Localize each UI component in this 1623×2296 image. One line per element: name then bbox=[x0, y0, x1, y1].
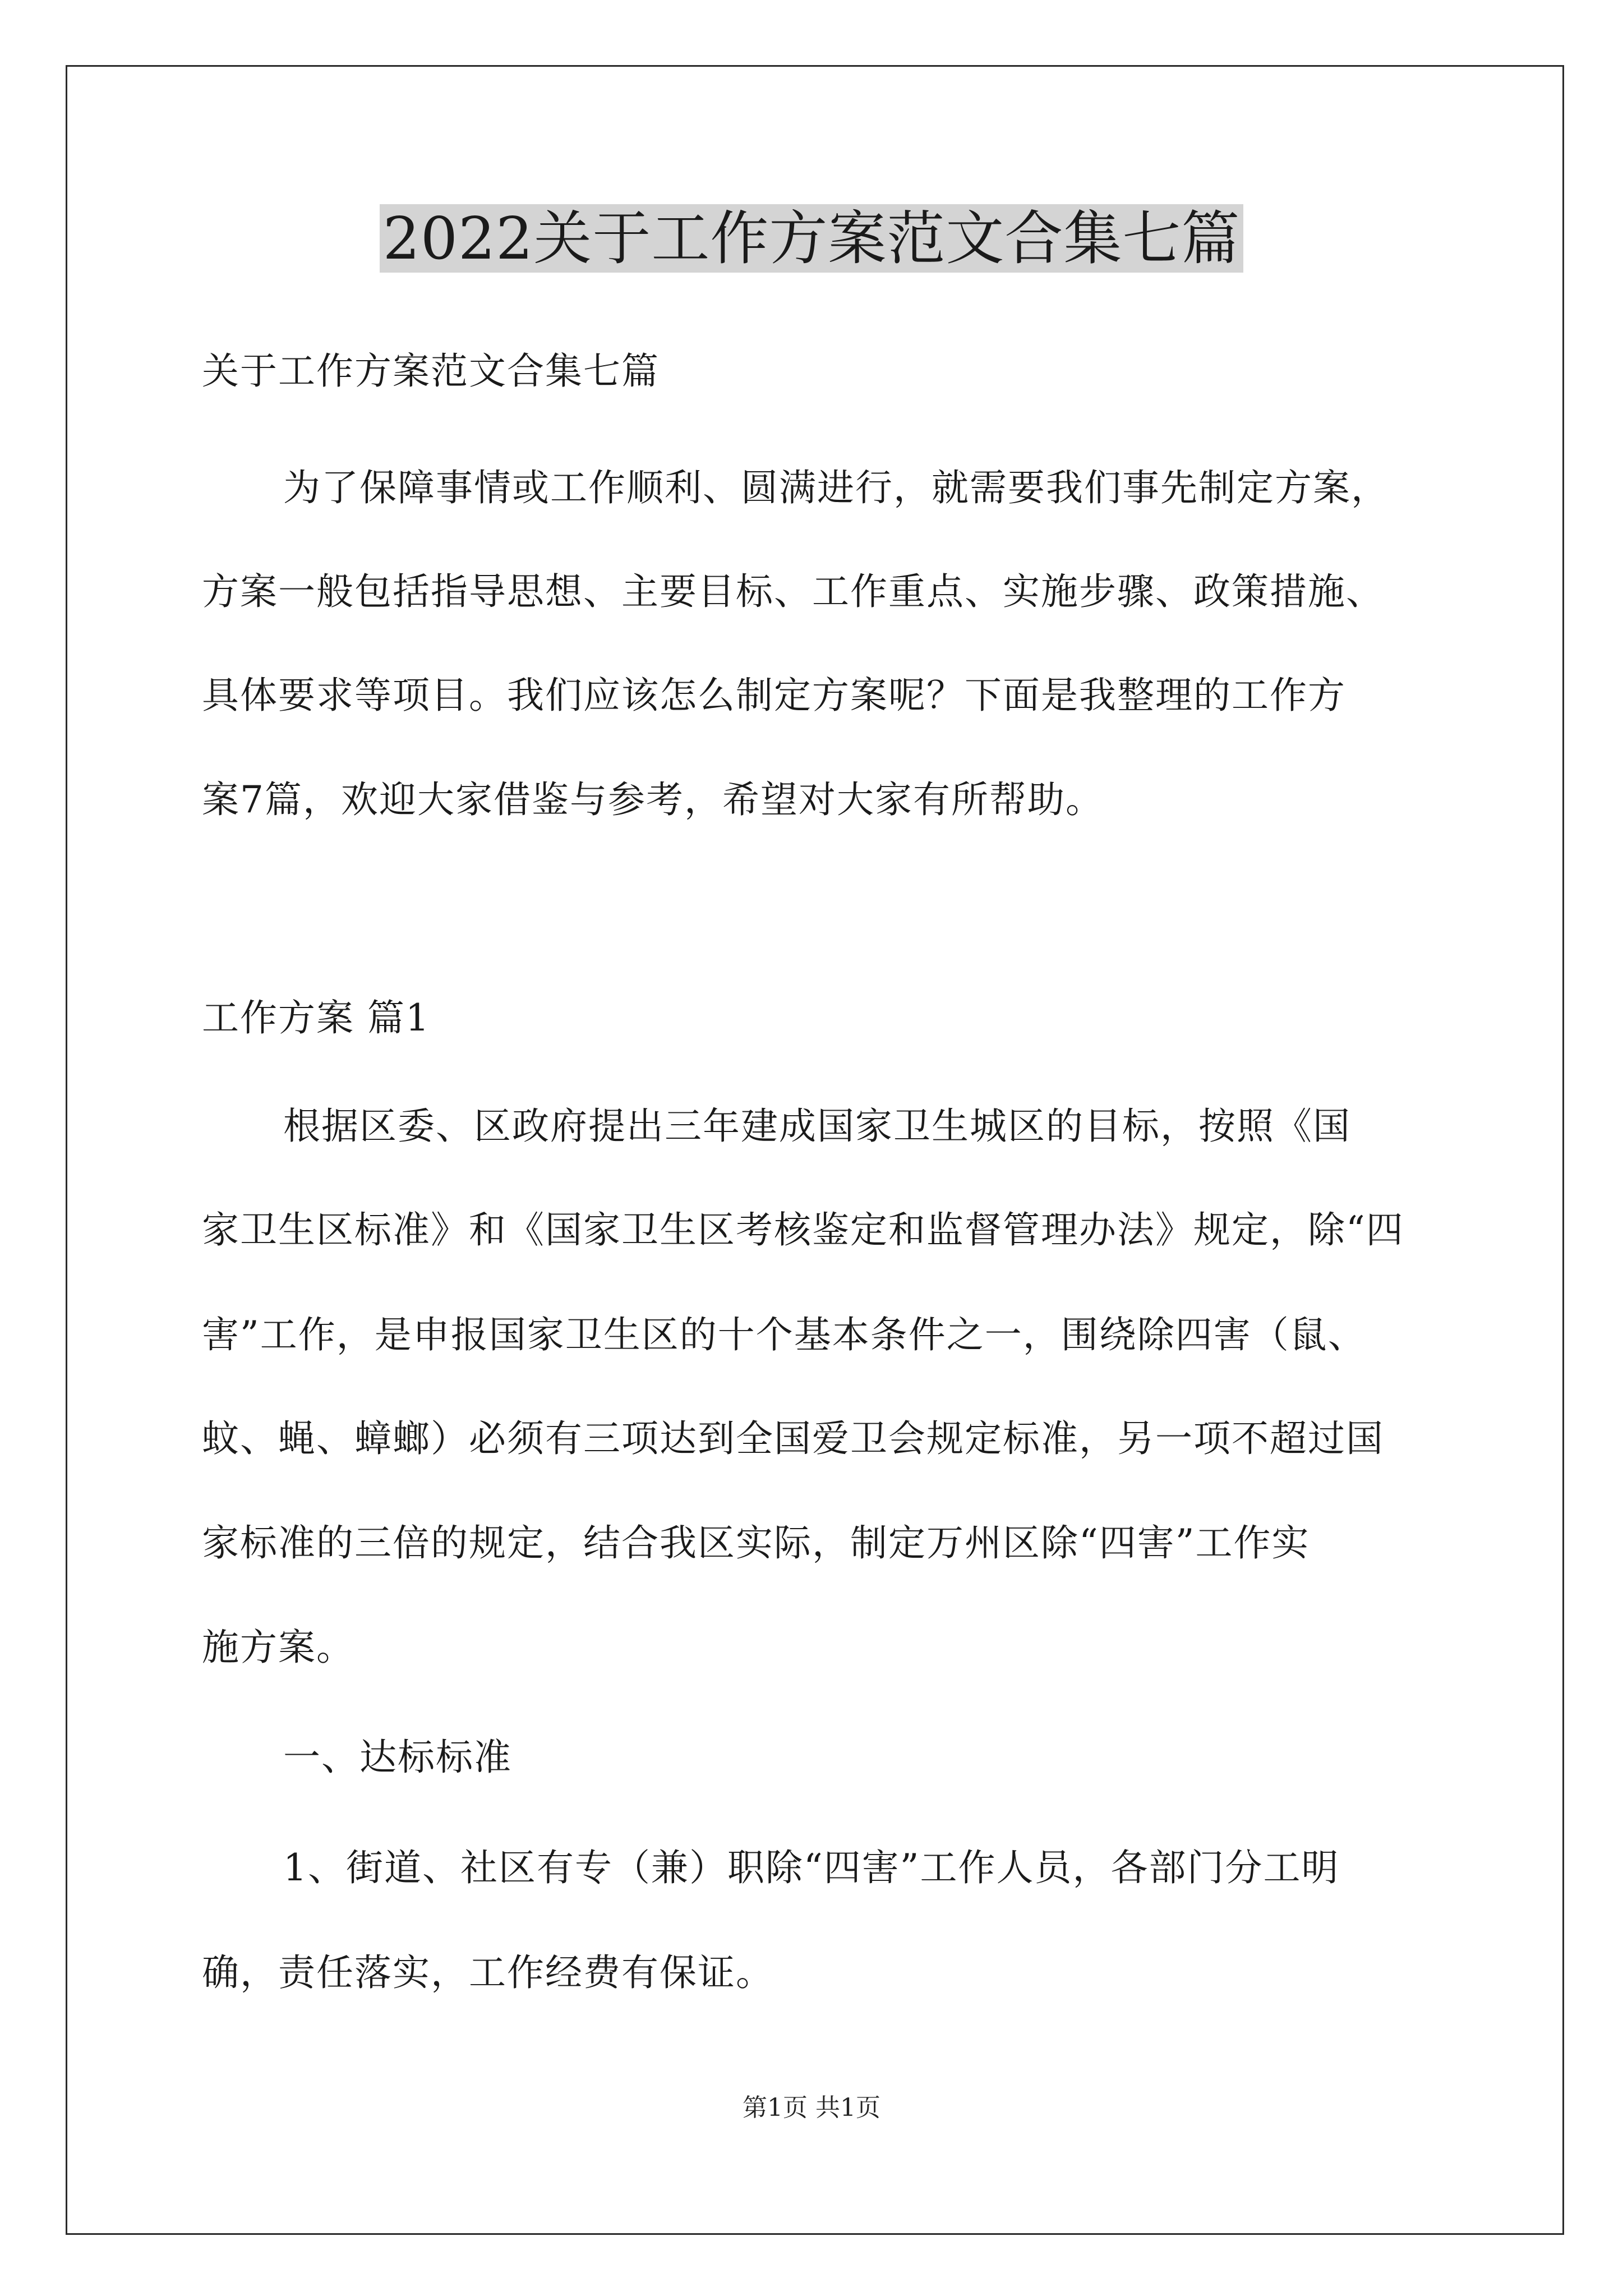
intro-line-2: 方案一般包括指导思想、主要目标、工作重点、实施步骤、政策措施、 bbox=[202, 570, 1384, 613]
section-line-3: 害”工作，是申报国家卫生区的十个基本条件之一，围绕除四害（鼠、 bbox=[202, 1313, 1366, 1356]
document-subtitle: 关于工作方案范文合集七篇 bbox=[202, 349, 660, 393]
item-line-1: 1、街道、社区有专（兼）职除“四害”工作人员，各部门分工明 bbox=[283, 1846, 1340, 1889]
section-line-6: 施方案。 bbox=[202, 1626, 354, 1669]
section-line-1: 根据区委、区政府提出三年建成国家卫生城区的目标，按照《国 bbox=[283, 1105, 1351, 1148]
document-title bbox=[0, 196, 1623, 280]
document-title-text: 2022关于工作方案范文合集七篇 bbox=[380, 204, 1244, 273]
section-line-5: 家标准的三倍的规定，结合我区实际，制定万州区除“四害”工作实 bbox=[202, 1521, 1310, 1565]
subheading: 一、达标标准 bbox=[283, 1736, 512, 1779]
section-line-4: 蚊、蝇、蟑螂）必须有三项达到全国爱卫会规定标准，另一项不超过国 bbox=[202, 1417, 1384, 1460]
item-line-2: 确，责任落实，工作经费有保证。 bbox=[202, 1951, 774, 1994]
intro-line-1: 为了保障事情或工作顺利、圆满进行，就需要我们事先制定方案， bbox=[283, 466, 1389, 509]
intro-line-4: 案7篇，欢迎大家借鉴与参考，希望对大家有所帮助。 bbox=[202, 778, 1104, 821]
section-line-2: 家卫生区标准》和《国家卫生区考核鉴定和监督管理办法》规定，除“四 bbox=[202, 1208, 1404, 1251]
intro-line-3: 具体要求等项目。我们应该怎么制定方案呢？下面是我整理的工作方 bbox=[202, 674, 1346, 717]
page-footer: 第1页 共1页 bbox=[743, 2093, 880, 2122]
section-heading: 工作方案 篇1 bbox=[202, 996, 430, 1039]
